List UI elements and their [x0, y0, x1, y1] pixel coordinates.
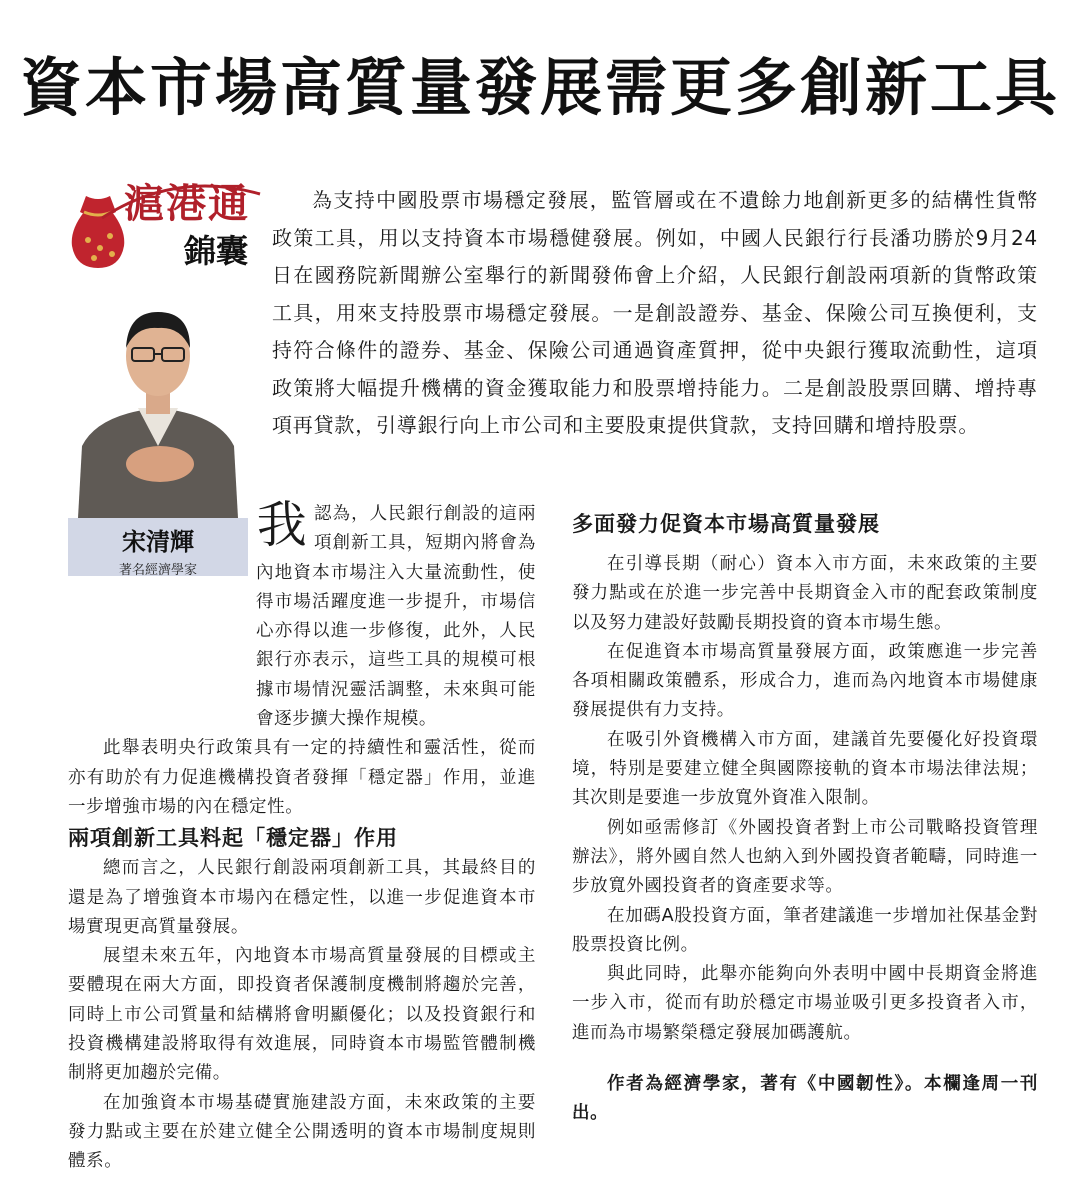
section-heading: 多面發力促資本市場高質量發展: [572, 512, 880, 536]
right-column: [572, 508, 1038, 1129]
paragraph: 與此同時，此舉亦能夠向外表明中國中長期資金將進一步入市，從而有助於穩定市場並吸引更多投資者入市，進而為市場繁榮穩定發展加碼護航。: [572, 964, 1038, 1043]
author-note: 作者為經濟學家，著有《中國韌性》。本欄逢周一刊出。: [572, 1074, 1038, 1124]
paragraph: 在吸引外資機構入市方面，建議首先要優化好投資環境，特別是要建立健全與國際接軌的資本市場法律法規；其次則是要進一步放寬外資准入限制。: [572, 729, 1038, 809]
paragraph: 例如亟需修訂《外國投資者對上市公司戰略投資管理辦法》，將外國自然人也納入到外國投資者範疇，同時進一步放寬外國投資者的資產要求等。: [572, 817, 1038, 897]
paragraph: 在加碼A股投資方面，筆者建議進一步增加社保基金對股票投資比例。: [572, 905, 1038, 955]
column-subtitle: 錦囊: [184, 232, 249, 270]
lead-paragraph: [272, 182, 1038, 445]
paragraph: 在引導長期（耐心）資本入市方面，未來政策的主要發力點或在於進一步完善中長期資金入市的配套政策制度以及努力建設好鼓勵長期投資的資本市場生態。: [572, 554, 1038, 633]
paragraph: 總而言之，人民銀行創設兩項創新工具，其最終目的還是為了增強資本市場內在穩定性，以進一步促進資本市場實現更高質量發展。: [68, 858, 536, 937]
drop-cap: 我: [256, 496, 308, 554]
headline: 資本市場高質量發展需更多創新工具: [19, 51, 1060, 124]
paragraph: [68, 496, 536, 734]
author-title: 著名經濟學家: [118, 563, 197, 578]
paragraph: 在促進資本市場高質量發展方面，政策應進一步完善各項相關政策體系，形成合力，進而為內地資本市場健康發展提供有力支持。: [572, 641, 1038, 721]
paragraph: 展望未來五年，內地資本市場高質量發展的目標或主要體現在兩大方面，即投資者保護制度機制將趨於完善，同時上市公司質量和結構將會明顯優化；以及投資銀行和投資機構建設將取得有效進展，同時資本市場監管體制機制將更加趨於完備。: [68, 946, 536, 1084]
author-photo: [68, 296, 248, 518]
author-portrait-icon: [68, 296, 248, 518]
lead-text: 為支持中國股票市場穩定發展，監管層或在不遺餘力地創新更多的結構性貨幣政策工具，用以支持資本市場穩健發展。例如，中國人民銀行行長潘功勝於9月24日在國務院新聞辦公室舉行的新聞發佈會上介紹，人民銀行創設兩項新的貨幣政策工具，用來支持股票市場穩定發展。一是創設證券、基金、保險公司互換便利，支持符合條件的證券、基金、保險公司通過資產質押，從中央銀行獲取流動性，這項政策將大幅提升機構的資金獲取能力和股票增持能力。二是創設股票回購、增持專項再貸款，引導銀行向上市公司和主要股東提供貸款，支持回購和增持股票。: [272, 188, 1038, 437]
paragraph: 此舉表明央行政策具有一定的持續性和靈活性，從而亦有助於有力促進機構投資者發揮「穩定器」作用，並進一步增強市場的內在穩定性。: [68, 738, 536, 817]
paragraph-text: 認為，人民銀行創設的這兩項創新工具，短期內將會為內地資本市場注入大量流動性，使得市場活躍度進一步提升，市場信心亦得以進一步修復，此外，人民銀行亦表示，這些工具的規模可根據市場情況靈活調整，未來與可能會逐步擴大操作規模。: [256, 504, 536, 730]
paragraph: 在加強資本市場基礎實施建設方面，未來政策的主要發力點或主要在於建立健全公開透明的資本市場制度規則體系。: [68, 1092, 536, 1172]
column-logo: [66, 176, 256, 286]
column-name: 滬港通: [124, 180, 250, 227]
left-column: [68, 496, 536, 1177]
section-heading: 兩項創新工具料起「穩定器」作用: [68, 826, 398, 851]
author-name: 宋清輝: [122, 528, 194, 556]
